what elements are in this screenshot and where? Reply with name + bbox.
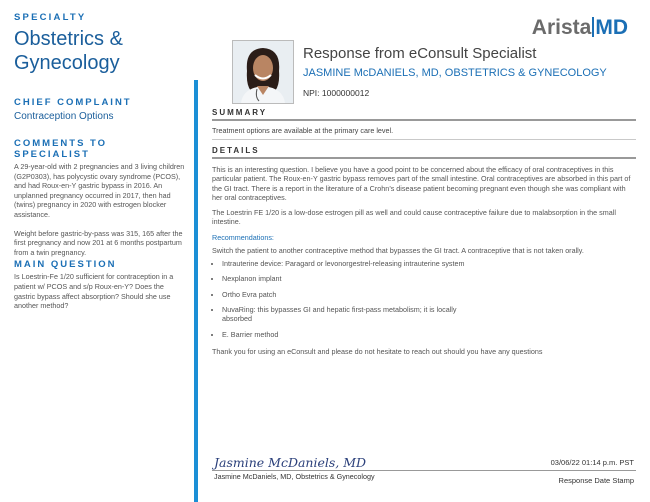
details-paragraph-3: Switch the patient to another contraceptive method that bypasses the GI tract. A contraceptive that is not taken orally.: [212, 245, 584, 255]
vertical-divider: [194, 80, 198, 502]
response-content: [212, 108, 636, 356]
response-date: 03/06/22 01:14 p.m. PST: [550, 458, 634, 467]
recommendations-label: Recommendations:: [212, 232, 274, 242]
summary-text: Treatment options are available at the primary care level.: [212, 121, 636, 140]
list-item: • Ortho Evra patch: [222, 290, 636, 299]
logo-brand: Arista: [531, 16, 592, 39]
list-item: • E. Barrier method: [222, 330, 636, 339]
logo-suffix: MD: [595, 16, 628, 39]
list-item: • NuvaRing: this bypasses GI and hepatic first-pass metabolism; it is locally absorbed: [222, 305, 472, 324]
recommendations-list: [212, 259, 636, 339]
details-paragraph-1: This is an interesting question. I believe you have a good point to be concerned about the efficacy of oral contraceptives in this particular patient. The Roux-en-Y gastric bypass removes part of the small intestine. Oral contraceptives are absorbed in this part of the GI tract. There is a report in the literature of a Crohn’s disease patient becoming pregnant even though she was compliant with her oral contraceptives.: [212, 165, 631, 202]
chief-complaint-label: CHIEF COMPLAINT: [14, 97, 132, 108]
specialist-portrait-icon: [233, 41, 293, 103]
list-item: • Intrauterine device: Paragard or levonorgestrel-releasing intrauterine system: [222, 259, 636, 268]
specialty-name: [14, 27, 186, 75]
signature-line: [212, 470, 636, 471]
comments-label: COMMENTS TO SPECIALIST: [14, 138, 108, 160]
specialty-line-1: Obstetrics &: [14, 28, 123, 50]
summary-heading: SUMMARY: [212, 108, 636, 121]
response-title: Response from eConsult Specialist: [303, 45, 537, 62]
closing-text: Thank you for using an eConsult and please do not hesitate to reach out should you have any questions: [212, 346, 543, 356]
details-heading: DETAILS: [212, 146, 636, 159]
details-paragraph-2: The Loestrin FE 1/20 is a low-dose estrogen pill as well and could cause contraceptive failure due to malabsorption in the small intestine.: [212, 208, 616, 227]
npi-number: NPI: 1000000012: [303, 88, 370, 98]
specialty-line-2: Gynecology: [14, 52, 120, 74]
aristamd-logo: [532, 16, 628, 40]
list-item: • Nexplanon implant: [222, 274, 636, 283]
signature: Jasmine McDaniels, MD: [214, 455, 367, 470]
main-question-label: MAIN QUESTION: [14, 259, 117, 271]
signer-name: Jasmine McDaniels, MD, Obstetrics & Gynecology: [214, 472, 375, 481]
left-panel: [14, 12, 186, 311]
specialty-label: SPECIALTY: [14, 12, 87, 23]
comments-paragraph-1: A 29-year-old with 2 pregnancies and 3 living children (G2P0303), has polycystic ovary syndrome (PCOS), and had Roux-en-Y gastric bypass in 2016. An unplanned pregnancy occurred in 2017, then had (twins) pregnancy in 2020 with estrogen blocker assistance.: [14, 162, 185, 219]
comments-paragraph-2: Weight before gastric-by-pass was 315, 165 after the first pregnancy and now 201 at 6 months postpartum from a twin pregnancy.: [14, 228, 183, 257]
main-question-text: Is Loestrin-Fe 1/20 sufficient for contraception in a patient w/ PCOS and s/p Roux-en-Y? Does the gastric bypass affect absorption? Should she use another method?: [14, 272, 174, 311]
response-date-label: Response Date Stamp: [558, 476, 634, 485]
specialist-photo: [232, 40, 294, 104]
chief-complaint-value: Contraception Options: [14, 111, 114, 122]
specialist-name: JASMINE McDANIELS, MD, OBSTETRICS & GYNECOLOGY: [303, 67, 607, 79]
